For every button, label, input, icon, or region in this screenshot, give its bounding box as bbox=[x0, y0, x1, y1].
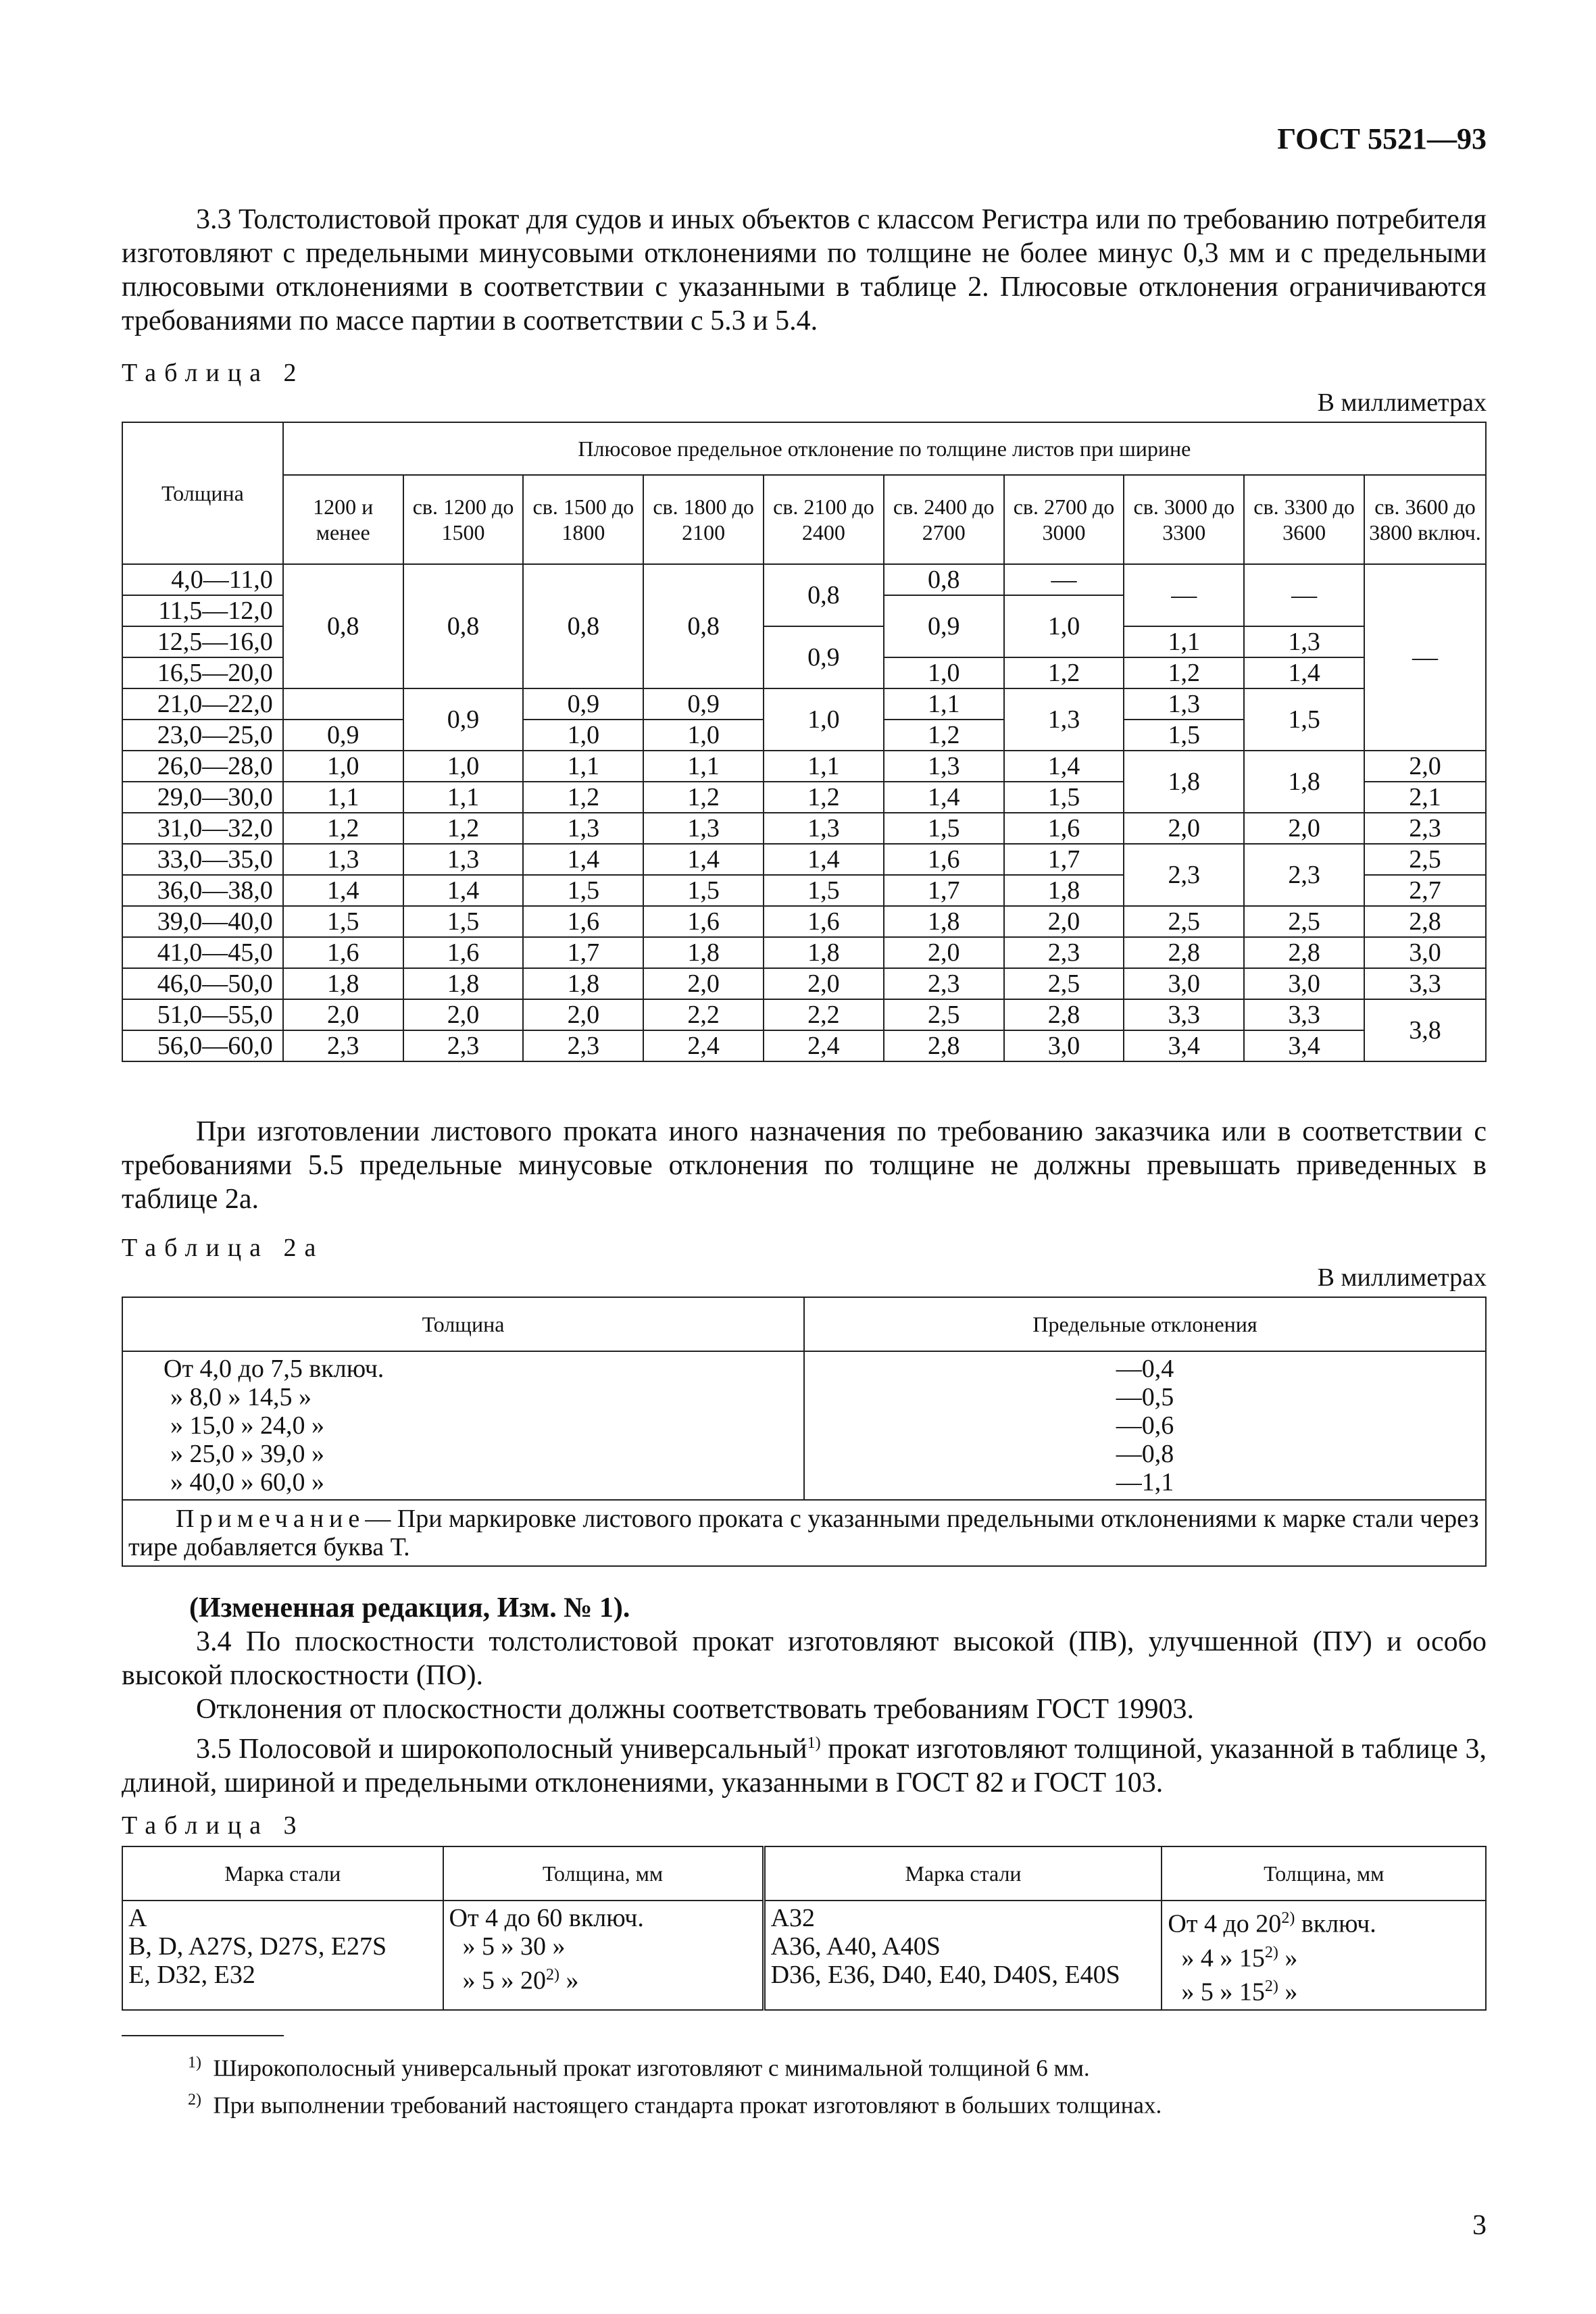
table-2-cell: 1,2 bbox=[764, 782, 884, 813]
page-number: 3 bbox=[1472, 2210, 1487, 2241]
table-2-cell: 1,6 bbox=[884, 844, 1004, 875]
table-2-cell: — bbox=[1004, 564, 1124, 595]
table-2-cell: 2,0 bbox=[1244, 813, 1364, 844]
table-3-grade: E, D32, E32 bbox=[128, 1961, 255, 1989]
table-3-grade: A bbox=[128, 1904, 147, 1932]
table-3-col-thickness: Толщина, мм bbox=[1162, 1846, 1486, 1901]
table-2-cell: 1,4 bbox=[764, 844, 884, 875]
table-2a-thickness: От 4,0 до 7,5 включ. bbox=[164, 1355, 384, 1383]
table-2-block bbox=[122, 358, 1487, 1062]
table-2-thickness: 26,0—28,0 bbox=[122, 751, 283, 782]
table-2-cell: 1,5 bbox=[1004, 782, 1124, 813]
table-2-cell: 1,6 bbox=[764, 906, 884, 937]
table-2-cell: 2,2 bbox=[764, 999, 884, 1030]
table-2a-thickness-cell bbox=[122, 1351, 804, 1500]
table-2-cell: 1,0 bbox=[884, 657, 1004, 688]
table-3-thickness-tail: » bbox=[1278, 1978, 1298, 2007]
table-2-thickness: 16,5—20,0 bbox=[122, 657, 283, 688]
table-2a-thickness: » 40,0 » 60,0 » bbox=[170, 1468, 324, 1496]
table-2-cell: 1,8 bbox=[1244, 751, 1364, 813]
table-2-cell: 1,6 bbox=[523, 906, 643, 937]
table-2-width-header: св. 3300 до 3600 bbox=[1244, 475, 1364, 564]
paragraph-3-5 bbox=[122, 1726, 1487, 1800]
table-2-width-header: св. 2700 до 3000 bbox=[1004, 475, 1124, 564]
table-2-thickness: 56,0—60,0 bbox=[122, 1030, 283, 1061]
table-2a-block bbox=[122, 1233, 1487, 1567]
table-2-cell: 1,7 bbox=[884, 875, 1004, 906]
table-2-cell: 0,8 bbox=[283, 564, 403, 688]
table-2-cell: 1,0 bbox=[1004, 595, 1124, 657]
paragraph-3-5-end: прокат изготовляют толщиной, указанной в таблице 3, длиной, шириной и предельными отклонениями, указанными в ГОСТ 82 и ГОСТ 103. bbox=[122, 1734, 1487, 1799]
table-2-cell: 0,8 bbox=[643, 564, 764, 688]
footnote-2 bbox=[122, 2084, 1487, 2121]
table-2-cell: 0,9 bbox=[884, 595, 1004, 657]
table-3-col-grade: Марка стали bbox=[122, 1846, 443, 1901]
table-3-grade: B, D, A27S, D27S, E27S bbox=[128, 1932, 387, 1961]
table-2-cell: 1,4 bbox=[523, 844, 643, 875]
table-2-cell: 2,8 bbox=[1004, 999, 1124, 1030]
table-2-cell: 1,4 bbox=[643, 844, 764, 875]
table-2-width-header: св. 2400 до 2700 bbox=[884, 475, 1004, 564]
table-3-thickness-row3 bbox=[1168, 1972, 1480, 2007]
table-2a-thickness: » 15,0 » 24,0 » bbox=[170, 1411, 324, 1440]
table-2-cell: 1,2 bbox=[403, 813, 524, 844]
table-2-cell: 1,4 bbox=[283, 875, 403, 906]
table-2-width-header: св. 2100 до 2400 bbox=[764, 475, 884, 564]
table-2-cell: 1,6 bbox=[643, 906, 764, 937]
table-2-cell: 2,0 bbox=[884, 937, 1004, 968]
table-3-thickness: » 5 » 15 bbox=[1181, 1978, 1265, 2007]
table-3-grade: A32 bbox=[770, 1904, 816, 1932]
table-2-cell: 0,8 bbox=[884, 564, 1004, 595]
table-2-cell: 1,2 bbox=[1004, 657, 1124, 688]
table-2a bbox=[122, 1297, 1487, 1567]
table-2-cell: 1,6 bbox=[1004, 813, 1124, 844]
table-2-cell: 2,5 bbox=[1124, 906, 1244, 937]
table-2-units: В миллиметрах bbox=[1317, 388, 1487, 417]
table-2-cell: 1,5 bbox=[283, 906, 403, 937]
table-2-cell: 1,8 bbox=[1004, 875, 1124, 906]
table-2-cell: 1,3 bbox=[643, 813, 764, 844]
table-2-cell: 2,5 bbox=[1364, 844, 1486, 875]
footnote-1 bbox=[122, 2047, 1487, 2084]
paragraph-other-purpose: При изготовлении листового проката иного назначения по требованию заказчика или в соответствии с требованиями 5.5 предельные минусовые отклонения по толщине не должны превышать приведенных в таблице 2а. bbox=[122, 1116, 1487, 1215]
table-2-cell: 1,2 bbox=[523, 782, 643, 813]
table-2-cell: 3,3 bbox=[1244, 999, 1364, 1030]
table-2-cell: 1,3 bbox=[1004, 688, 1124, 751]
table-3-thickness: » 5 » 30 » bbox=[462, 1932, 566, 1961]
table-2a-deviation: —1,1 bbox=[1116, 1468, 1174, 1496]
table-2-thickness: 21,0—22,0 bbox=[122, 688, 283, 720]
table-2-cell: 2,0 bbox=[1364, 751, 1486, 782]
table-2-cell: 1,6 bbox=[283, 937, 403, 968]
table-2-cell: 2,8 bbox=[1124, 937, 1244, 968]
table-2-cell: 2,0 bbox=[523, 999, 643, 1030]
table-2-col-thickness: Толщина bbox=[122, 422, 283, 564]
table-2-cell: 3,3 bbox=[1124, 999, 1244, 1030]
table-2-cell: 2,3 bbox=[1364, 813, 1486, 844]
table-2a-note-text: — При маркировке листового проката с указанными предельными отклонениями к марке стали через тире добавляется буква Т. bbox=[128, 1505, 1479, 1561]
table-3-thickness: От 4 до 60 включ. bbox=[449, 1904, 644, 1932]
table-2-width-header: св. 1200 до 1500 bbox=[403, 475, 524, 564]
table-2-cell: 1,0 bbox=[403, 751, 524, 782]
footnote-2-text: При выполнении требований настоящего стандарта прокат изготовляют в больших толщинах. bbox=[213, 2092, 1162, 2119]
table-2-width-header: св. 1500 до 1800 bbox=[523, 475, 643, 564]
footnotes bbox=[122, 2047, 1487, 2121]
table-2-cell: 1,5 bbox=[1124, 720, 1244, 751]
table-2-cell: 1,8 bbox=[764, 937, 884, 968]
table-2-cell: 0,8 bbox=[523, 564, 643, 688]
table-2-cell: 1,1 bbox=[283, 782, 403, 813]
table-3-thickness-row2 bbox=[1168, 1938, 1480, 1973]
table-2a-deviation: —0,4 bbox=[1116, 1355, 1174, 1383]
table-2a-units: В миллиметрах bbox=[1317, 1263, 1487, 1292]
table-2-cell: 1,7 bbox=[523, 937, 643, 968]
table-3-thickness-tail: включ. bbox=[1295, 1909, 1376, 1938]
table-3-thickness-left bbox=[443, 1901, 764, 2010]
table-2-cell: 1,2 bbox=[884, 720, 1004, 751]
footnote-2-mark: 2) bbox=[188, 2090, 201, 2109]
table-2-thickness: 29,0—30,0 bbox=[122, 782, 283, 813]
table-2-width-header: св. 3000 до 3300 bbox=[1124, 475, 1244, 564]
table-2-cell: 1,3 bbox=[764, 813, 884, 844]
table-2-thickness: 12,5—16,0 bbox=[122, 626, 283, 657]
table-2-cell: 1,5 bbox=[884, 813, 1004, 844]
table-2a-deviation: —0,5 bbox=[1116, 1383, 1174, 1411]
footnote-1-text: Широкополосный универсальный прокат изготовляют с минимальной толщиной 6 мм. bbox=[213, 2055, 1090, 2082]
table-2-cell: 3,8 bbox=[1364, 999, 1486, 1061]
table-2-cell: 2,4 bbox=[643, 1030, 764, 1061]
footnote-divider bbox=[122, 2035, 284, 2036]
table-2-cell: 3,3 bbox=[1364, 968, 1486, 999]
table-2-cell: 0,9 bbox=[764, 626, 884, 688]
table-2-cell: 1,8 bbox=[403, 968, 524, 999]
table-2-cell: 1,4 bbox=[1244, 657, 1364, 688]
table-2-thickness: 23,0—25,0 bbox=[122, 720, 283, 751]
paragraph-flatness: Отклонения от плоскостности должны соответствовать требованиям ГОСТ 19903. bbox=[196, 1694, 1194, 1725]
table-2a-thickness: » 8,0 » 14,5 » bbox=[170, 1383, 311, 1411]
table-2-cell: 1,5 bbox=[403, 906, 524, 937]
table-2-cell: 1,3 bbox=[1244, 626, 1364, 657]
table-2-cell: 3,0 bbox=[1364, 937, 1486, 968]
table-2-cell: 1,4 bbox=[884, 782, 1004, 813]
table-2-cell: 1,7 bbox=[1004, 844, 1124, 875]
table-2-thickness: 31,0—32,0 bbox=[122, 813, 283, 844]
paragraph-3-5-start: 3.5 Полосовой и широкополосный универсальный bbox=[196, 1734, 807, 1765]
table-2-cell: 2,3 bbox=[1004, 937, 1124, 968]
table-2-cell: 1,1 bbox=[403, 782, 524, 813]
table-2a-col-deviation: Предельные отклонения bbox=[804, 1297, 1486, 1351]
table-3-thickness-row1 bbox=[1168, 1904, 1480, 1938]
table-2-cell: 1,8 bbox=[1124, 751, 1244, 813]
table-2-thickness: 11,5—12,0 bbox=[122, 595, 283, 626]
table-2-cell: 2,5 bbox=[884, 999, 1004, 1030]
table-2a-thickness: » 25,0 » 39,0 » bbox=[170, 1440, 324, 1468]
table-2-thickness: 41,0—45,0 bbox=[122, 937, 283, 968]
table-2-cell: 1,1 bbox=[523, 751, 643, 782]
table-2-cell: 1,3 bbox=[884, 751, 1004, 782]
table-3-grade: A36, A40, A40S bbox=[770, 1932, 941, 1961]
table-2-cell: — bbox=[1124, 564, 1244, 626]
table-2-cell: 1,8 bbox=[643, 937, 764, 968]
table-2-cell: 1,1 bbox=[884, 688, 1004, 720]
table-2-cell: 1,4 bbox=[1004, 751, 1124, 782]
table-2-cell: 1,2 bbox=[643, 782, 764, 813]
table-2a-note bbox=[122, 1500, 1486, 1566]
table-2-cell: 2,0 bbox=[283, 999, 403, 1030]
table-2-cell: 0,8 bbox=[764, 564, 884, 626]
table-2-width-header: св. 3600 до 3800 включ. bbox=[1364, 475, 1486, 564]
table-2-cell: 0,9 bbox=[283, 720, 403, 751]
table-2-cell: 1,3 bbox=[523, 813, 643, 844]
table-2-cell: 1,0 bbox=[523, 720, 643, 751]
table-3-col-thickness: Толщина, мм bbox=[443, 1846, 764, 1901]
table-2-cell: 1,4 bbox=[403, 875, 524, 906]
table-2-cell: 2,2 bbox=[643, 999, 764, 1030]
table-3-thickness-tail: » bbox=[559, 1966, 579, 1995]
table-3-thickness: От 4 до 20 bbox=[1168, 1909, 1282, 1938]
table-2-cell: 1,3 bbox=[283, 844, 403, 875]
document-header: ГОСТ 5521—93 bbox=[1277, 122, 1487, 155]
table-2-cell: — bbox=[1244, 564, 1364, 626]
table-2a-deviation: —0,8 bbox=[1116, 1440, 1174, 1468]
table-3-grades-right bbox=[764, 1901, 1162, 2010]
table-2-cell: 2,3 bbox=[1124, 844, 1244, 906]
footnote-ref-2: 2) bbox=[1264, 1978, 1278, 1996]
table-2-group-header: Плюсовое предельное отклонение по толщине листов при ширине bbox=[283, 422, 1486, 475]
table-2-cell: 2,3 bbox=[283, 1030, 403, 1061]
table-2-thickness: 39,0—40,0 bbox=[122, 906, 283, 937]
table-2a-note-label: Примечание bbox=[176, 1505, 366, 1533]
table-2-thickness: 46,0—50,0 bbox=[122, 968, 283, 999]
table-2-cell: 2,1 bbox=[1364, 782, 1486, 813]
table-2-cell: 2,3 bbox=[523, 1030, 643, 1061]
table-2-cell: 3,0 bbox=[1124, 968, 1244, 999]
table-2-cell: — bbox=[1364, 564, 1486, 751]
table-2-cell: 1,8 bbox=[523, 968, 643, 999]
table-2-label: Таблица 2 bbox=[122, 359, 305, 387]
table-3-thickness: » 5 » 20 bbox=[462, 1966, 547, 1995]
table-3-block bbox=[122, 1811, 1487, 2011]
table-2-cell: 3,4 bbox=[1124, 1030, 1244, 1061]
table-3-thickness-tail: » bbox=[1278, 1944, 1298, 1973]
table-2-cell: 2,5 bbox=[1004, 968, 1124, 999]
table-2-cell: 1,3 bbox=[403, 844, 524, 875]
table-2-cell: 1,5 bbox=[523, 875, 643, 906]
table-2-cell: 2,0 bbox=[1004, 906, 1124, 937]
table-2-cell: 1,5 bbox=[1244, 688, 1364, 751]
table-2-cell: 2,5 bbox=[1244, 906, 1364, 937]
table-2-cell: 1,6 bbox=[403, 937, 524, 968]
table-2-cell: 1,0 bbox=[764, 688, 884, 751]
table-2-cell: 1,1 bbox=[643, 751, 764, 782]
table-3-thickness-row3 bbox=[449, 1961, 757, 1995]
footnote-ref-2: 2) bbox=[1281, 1909, 1295, 1927]
table-2-cell: 2,8 bbox=[1244, 937, 1364, 968]
table-2-cell: 2,8 bbox=[884, 1030, 1004, 1061]
table-2-cell: 0,9 bbox=[523, 688, 643, 720]
table-3-grades-left bbox=[122, 1901, 443, 2010]
table-2-cell: 2,3 bbox=[1244, 844, 1364, 906]
table-2-cell: 1,3 bbox=[1124, 688, 1244, 720]
table-2-cell: 1,1 bbox=[764, 751, 884, 782]
table-2-cell: 2,0 bbox=[1124, 813, 1244, 844]
table-2-thickness: 36,0—38,0 bbox=[122, 875, 283, 906]
paragraph-3-3: 3.3 Толстолистовой прокат для судов и иных объектов с классом Регистра или по требованию потребителя изготовляют с предельными минусовыми отклонениями по толщине не более минус 0,3 мм и с предельными плюсовыми отклонениями в соответствии с указанными в таблице 2. Плюсовые отклонения ограничиваются требованиями по массе партии в соответствии с 5.3 и 5.4. bbox=[122, 204, 1487, 336]
table-2-cell: 1,0 bbox=[283, 751, 403, 782]
table-2-cell: 2,0 bbox=[643, 968, 764, 999]
table-2-width-header: 1200 и менее bbox=[283, 475, 403, 564]
table-2-cell: 3,0 bbox=[1004, 1030, 1124, 1061]
table-3-label: Таблица 3 bbox=[122, 1811, 305, 1840]
table-2-cell bbox=[283, 688, 403, 720]
table-2-cell: 1,2 bbox=[1124, 657, 1244, 688]
table-3 bbox=[122, 1846, 1487, 2011]
table-2-cell: 0,9 bbox=[643, 688, 764, 720]
table-2-cell: 1,1 bbox=[1124, 626, 1244, 657]
table-3-thickness: » 4 » 15 bbox=[1181, 1944, 1265, 1973]
table-2-cell: 1,2 bbox=[283, 813, 403, 844]
table-3-thickness-right bbox=[1162, 1901, 1486, 2010]
table-2a-deviation: —0,6 bbox=[1116, 1411, 1174, 1440]
table-3-col-grade: Марка стали bbox=[764, 1846, 1162, 1901]
table-2-thickness: 51,0—55,0 bbox=[122, 999, 283, 1030]
table-2-cell: 2,0 bbox=[403, 999, 524, 1030]
table-2-cell: 2,0 bbox=[764, 968, 884, 999]
table-2-cell: 2,4 bbox=[764, 1030, 884, 1061]
table-2a-col-thickness: Толщина bbox=[122, 1297, 804, 1351]
paragraph-3-4: 3.4 По плоскостности толстолистовой прокат изготовляют высокой (ПВ), улучшенной (ПУ) и особо высокой плоскостности (ПО). bbox=[122, 1626, 1487, 1691]
table-2-cell: 2,7 bbox=[1364, 875, 1486, 906]
table-2a-deviation-cell bbox=[804, 1351, 1486, 1500]
table-2a-label: Таблица 2а bbox=[122, 1234, 324, 1262]
table-3-grade: D36, E36, D40, E40, D40S, E40S bbox=[770, 1961, 1120, 1989]
table-2 bbox=[122, 422, 1487, 1062]
table-2-cell: 1,8 bbox=[283, 968, 403, 999]
table-2-thickness: 33,0—35,0 bbox=[122, 844, 283, 875]
footnote-1-mark: 1) bbox=[188, 2054, 201, 2071]
table-2-cell: 1,8 bbox=[884, 906, 1004, 937]
table-2-width-header: св. 1800 до 2100 bbox=[643, 475, 764, 564]
amendment-note: (Измененная редакция, Изм. № 1). bbox=[189, 1592, 630, 1624]
footnote-ref-1: 1) bbox=[807, 1734, 821, 1752]
table-2-cell: 0,9 bbox=[403, 688, 524, 751]
table-2-cell: 2,3 bbox=[403, 1030, 524, 1061]
table-2-cell: 2,8 bbox=[1364, 906, 1486, 937]
table-2-cell: 1,5 bbox=[764, 875, 884, 906]
footnote-ref-2: 2) bbox=[1264, 1943, 1278, 1961]
table-2-cell: 3,0 bbox=[1244, 968, 1364, 999]
table-2-cell: 2,3 bbox=[884, 968, 1004, 999]
table-2-cell: 0,8 bbox=[403, 564, 524, 688]
table-2-cell: 3,4 bbox=[1244, 1030, 1364, 1061]
table-2-cell: 1,5 bbox=[643, 875, 764, 906]
table-2-cell: 1,0 bbox=[643, 720, 764, 751]
footnote-ref-2: 2) bbox=[546, 1966, 560, 1984]
table-2-thickness: 4,0—11,0 bbox=[122, 564, 283, 595]
